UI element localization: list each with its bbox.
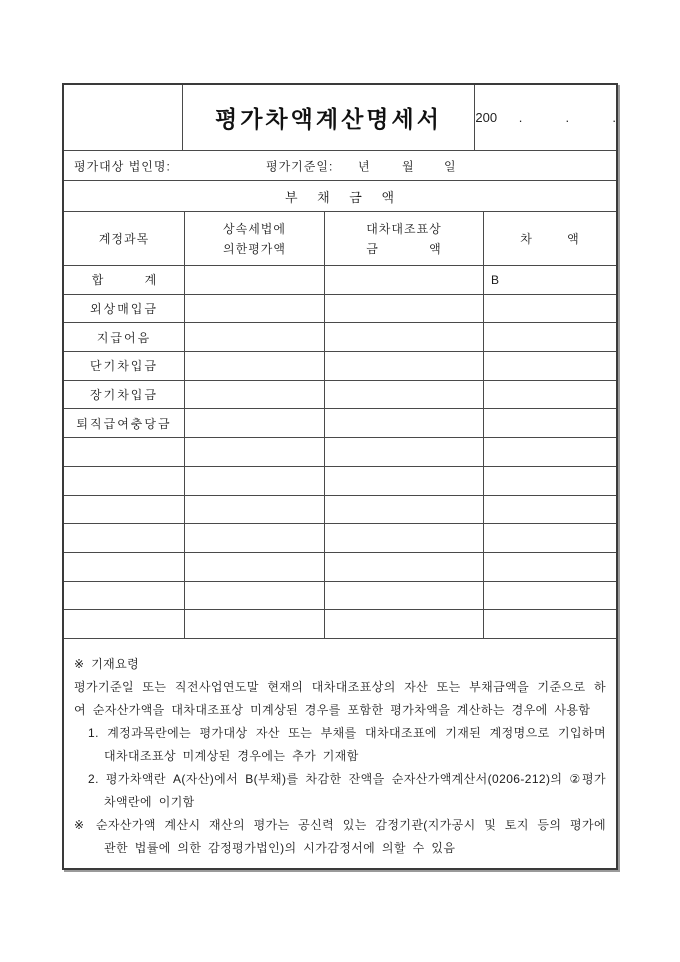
diff-cell <box>484 582 616 610</box>
balance-amount-cell <box>325 496 484 524</box>
account-cell: 퇴직급여충당금 <box>64 409 185 437</box>
note-line: 평가기준일 또는 직전사업연도말 현재의 대차대조표상의 자산 또는 부채금액을 기준으로 하 <box>74 680 606 694</box>
balance-amount-cell <box>325 352 484 380</box>
table-row-empty <box>64 524 616 553</box>
account-cell <box>64 438 185 466</box>
date-value: 200 . . . <box>475 110 616 125</box>
table-row-empty <box>64 610 616 639</box>
eval-amount-cell <box>185 295 325 323</box>
balance-amount-cell <box>325 266 484 294</box>
table-row-empty <box>64 467 616 496</box>
col-header-eval-line1: 상속세법에 <box>223 221 286 236</box>
table-body <box>64 266 616 639</box>
section-title: 부 채 금 액 <box>284 189 396 205</box>
account-cell <box>64 553 185 581</box>
account-cell <box>64 582 185 610</box>
col-header-account <box>64 212 185 265</box>
account-cell: 지급어음 <box>64 323 185 351</box>
col-header-balance <box>325 212 484 265</box>
eval-amount-cell <box>185 352 325 380</box>
corner-cell <box>64 85 183 150</box>
table-row <box>64 409 616 438</box>
company-row <box>64 151 616 181</box>
table-row <box>64 295 616 324</box>
eval-amount-cell <box>185 266 325 294</box>
notes-heading: ※ 기재요령 <box>74 657 140 671</box>
eval-amount-cell <box>185 381 325 409</box>
col-header-eval-line2: 의한평가액 <box>223 241 286 256</box>
diff-cell <box>484 610 616 638</box>
date-cell <box>475 85 616 150</box>
diff-cell <box>484 381 616 409</box>
balance-amount-cell <box>325 467 484 495</box>
col-header-diff <box>484 212 616 265</box>
account-cell <box>64 496 185 524</box>
diff-cell <box>484 496 616 524</box>
col-header-balance-line1: 대차대조표상 <box>366 221 442 236</box>
eval-amount-cell <box>185 553 325 581</box>
header-row <box>64 85 616 151</box>
account-cell: 단기차입금 <box>64 352 185 380</box>
eval-amount-cell <box>185 409 325 437</box>
form-title: 평가차액계산명세서 <box>214 107 442 132</box>
diff-cell <box>484 438 616 466</box>
section-row <box>64 181 616 212</box>
month-label: 월 <box>402 159 415 173</box>
table-row-empty <box>64 496 616 525</box>
table-row <box>64 323 616 352</box>
balance-amount-cell <box>325 438 484 466</box>
account-cell: 외상매입금 <box>64 295 185 323</box>
eval-amount-cell <box>185 438 325 466</box>
note-line: 관한 법률에 의한 감정평가법인)의 시가감정서에 의할 수 있음 <box>104 841 456 855</box>
note-line: 여 순자산가액을 대차대조표상 미계상된 경우를 포함한 평가차액을 계산하는 경우에 사용함 <box>74 703 591 717</box>
table-header-row <box>64 212 616 266</box>
table-row-empty <box>64 582 616 611</box>
notes-section <box>64 639 616 868</box>
diff-cell <box>484 323 616 351</box>
balance-amount-cell <box>325 323 484 351</box>
balance-amount-cell <box>325 553 484 581</box>
col-header-diff-label: 차 액 <box>520 231 580 246</box>
note-line: 차액란에 이기함 <box>104 795 195 809</box>
table-row-empty <box>64 438 616 467</box>
eval-amount-cell <box>185 467 325 495</box>
balance-amount-cell <box>325 295 484 323</box>
day-label: 일 <box>444 159 457 173</box>
table-row-total <box>64 266 616 295</box>
note-line: 대차대조표상 미계상된 경우에는 추가 기재함 <box>104 749 359 763</box>
balance-amount-cell <box>325 610 484 638</box>
balance-amount-cell <box>325 524 484 552</box>
account-cell: 장기차입금 <box>64 381 185 409</box>
eval-amount-cell <box>185 610 325 638</box>
note-line: 2. 평가차액란 A(자산)에서 B(부채)를 차감한 잔액을 순자산가액계산서(0206-212)의 ②평가 <box>88 772 606 786</box>
diff-cell <box>484 524 616 552</box>
eval-amount-cell <box>185 524 325 552</box>
table-row <box>64 381 616 410</box>
company-label: 평가대상 법인명: <box>74 159 171 173</box>
diff-cell <box>484 553 616 581</box>
balance-amount-cell <box>325 582 484 610</box>
col-header-balance-line2: 금 액 <box>366 241 442 256</box>
note-line: ※ 순자산가액 계산시 재산의 평가는 공신력 있는 감정기관(지가공시 및 토지 등의 평가에 <box>74 818 606 832</box>
account-cell <box>64 610 185 638</box>
account-cell <box>64 524 185 552</box>
note-line: 1. 계정과목란에는 평가대상 자산 또는 부채를 대차대조표에 기재된 계정명으로 기입하며 <box>88 726 606 740</box>
table-row-empty <box>64 553 616 582</box>
account-cell <box>64 467 185 495</box>
diff-cell-total-marker: B <box>491 272 500 287</box>
balance-amount-cell <box>325 381 484 409</box>
col-header-account-label: 계정과목 <box>98 231 150 246</box>
col-header-eval <box>185 212 325 265</box>
diff-cell <box>484 352 616 380</box>
eval-amount-cell <box>185 323 325 351</box>
table-row <box>64 352 616 381</box>
year-label: 년 <box>358 159 371 173</box>
eval-amount-cell <box>185 582 325 610</box>
form-document <box>62 83 618 870</box>
balance-amount-cell <box>325 409 484 437</box>
base-date-label: 평가기준일: <box>266 159 334 173</box>
account-cell: 합 계 <box>64 266 185 294</box>
diff-cell <box>484 409 616 437</box>
diff-cell <box>484 295 616 323</box>
title-cell <box>183 85 476 150</box>
diff-cell <box>484 467 616 495</box>
eval-amount-cell <box>185 496 325 524</box>
